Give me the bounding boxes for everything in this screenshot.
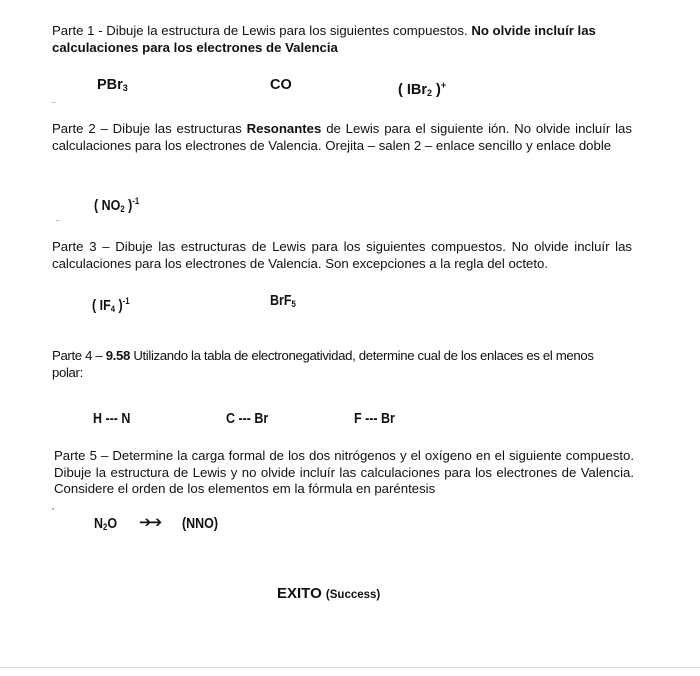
- compound-n2o: $N_2O$: [94, 516, 118, 532]
- margin-mark: [56, 220, 59, 221]
- compound-brf5: BrF$_5$: [270, 293, 296, 309]
- parte-4-label: Parte 4 –: [52, 348, 103, 363]
- compound-if4-anion: ( $IF_4$ )$^{-1}$: [92, 296, 130, 314]
- parte-1-label: Parte 1: [52, 23, 95, 38]
- parte-5-label: Parte 5: [54, 448, 97, 463]
- parte-3-instruction: [52, 239, 632, 272]
- double-arrow-icon: ➔➔: [139, 514, 161, 531]
- margin-mark: [52, 508, 54, 510]
- parte-5-instruction: [54, 448, 634, 498]
- bond-c-br: C --- Br: [226, 411, 269, 427]
- success-heading: [277, 585, 380, 602]
- bottom-divider: [0, 667, 700, 668]
- parte-2-bold-word: Resonantes: [246, 121, 322, 136]
- parte-3-text: – Dibuje las estructuras de Lewis para los siguientes compuestos. No olvide incluír las calculaciones para los electrones de Valencia. Son excepciones a la regla del octeto.: [52, 239, 632, 271]
- parte-2-text-a: – Dibuje las estructuras: [100, 121, 242, 136]
- parte-4-instruction: [52, 348, 612, 381]
- success-subtitle: (Success): [325, 589, 381, 601]
- compound-no2-anion: ( $NO_2$ )$^{-1}$: [94, 196, 140, 214]
- parte-2-label: Parte 2: [52, 121, 96, 136]
- parte-1-note: No olvide incluír las calculaciones para los electrones de Valencia: [52, 23, 596, 55]
- exito-text: EXITO: [277, 585, 322, 602]
- parte-2-instruction: [52, 121, 632, 154]
- margin-mark: [52, 102, 55, 103]
- parte-3-label: Parte 3: [52, 239, 97, 254]
- parte-4-text: Utilizando la tabla de electronegatividad, determine cual de los enlaces es el menos polar:: [52, 348, 594, 380]
- compound-ibr2-cation: ( IBr$_2$ )+: [398, 80, 447, 98]
- bond-f-br: F --- Br: [354, 411, 395, 427]
- parte-4-number: 9.58: [105, 348, 130, 363]
- parte-1-instruction: [52, 23, 632, 56]
- parte-1-text: - Dibuje la estructura de Lewis para los siguientes compuestos.: [98, 23, 468, 38]
- compound-co: CO: [270, 77, 292, 93]
- bond-h-n: H --- N: [93, 411, 131, 427]
- nno-order: (NNO): [182, 516, 219, 532]
- parte-2-text-b: de Lewis para el siguiente ión. No olvide incluír las calculaciones para los electrones de Valencia. Orejita – salen 2 – enlace sencillo y enlace doble: [52, 121, 632, 153]
- compound-pbr3: PBr$_3$: [97, 77, 128, 93]
- parte-5-text: – Determine la carga formal de los dos nitrógenos y el oxígeno en el siguiente compuesto. Dibuje la estructura de Lewis y no olvide incluír las calculaciones para los electrones de Valencia. Considere el orden de los elementos em la fórmula en paréntesis: [54, 448, 634, 496]
